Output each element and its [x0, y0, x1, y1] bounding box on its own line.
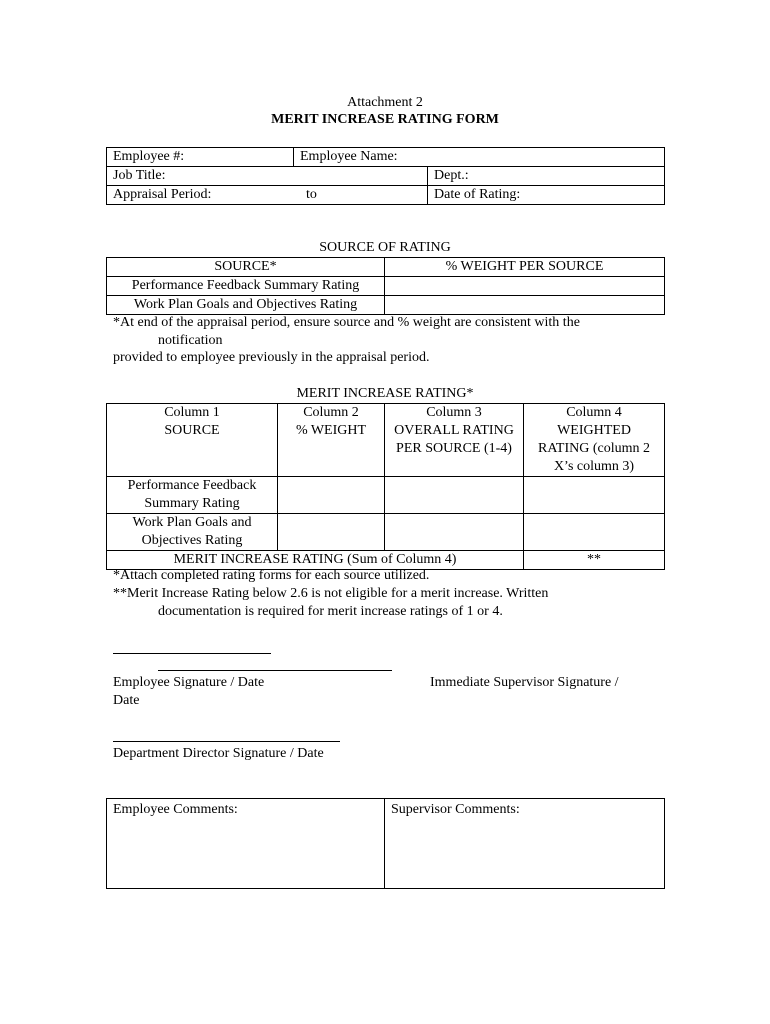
- attachment-label: Attachment 2: [347, 95, 423, 110]
- merit-total-value[interactable]: **: [524, 551, 665, 570]
- employee-comments-box[interactable]: Employee Comments:: [107, 799, 385, 889]
- column-1-header: Column 1: [107, 404, 278, 423]
- supervisor-signature-label: Immediate Supervisor Signature /: [430, 675, 619, 690]
- column-4-header: Column 4: [524, 404, 665, 423]
- source-note-line2: notification: [158, 333, 223, 348]
- comments-table: [106, 798, 665, 889]
- employee-info-table: [106, 147, 665, 205]
- employee-signature-line[interactable]: [113, 653, 271, 654]
- merit-weighted-rating-cell[interactable]: [524, 514, 665, 551]
- employee-signature-label: Employee Signature / Date: [113, 675, 265, 690]
- overall-rating-subheader: OVERALL RATING PER SOURCE (1-4): [385, 422, 524, 477]
- employee-name-field[interactable]: Employee Name:: [294, 148, 665, 167]
- source-weight-cell[interactable]: [385, 296, 665, 315]
- source-row-label: Work Plan Goals and Objectives Rating: [107, 296, 385, 315]
- merit-overall-rating-cell[interactable]: [385, 477, 524, 514]
- merit-increase-table: [106, 403, 665, 570]
- source-of-rating-title: SOURCE OF RATING: [319, 240, 451, 255]
- date-of-rating-field[interactable]: Date of Rating:: [428, 186, 665, 205]
- supervisor-comments-box[interactable]: Supervisor Comments:: [385, 799, 665, 889]
- appraisal-period-to: to: [306, 187, 317, 202]
- merit-weight-cell[interactable]: [278, 477, 385, 514]
- merit-note-1: *Attach completed rating forms for each source utilized.: [113, 568, 430, 583]
- merit-total-label: MERIT INCREASE RATING (Sum of Column 4): [107, 551, 524, 570]
- merit-weight-cell[interactable]: [278, 514, 385, 551]
- merit-row-source: Work Plan Goals and Objectives Rating: [107, 514, 278, 551]
- weighted-rating-subheader: WEIGHTED RATING (column 2 X’s column 3): [524, 422, 665, 477]
- dept-field[interactable]: Dept.:: [428, 167, 665, 186]
- source-column-header: SOURCE*: [107, 258, 385, 277]
- source-note-line3: provided to employee previously in the appraisal period.: [113, 350, 430, 365]
- weight-subheader: % WEIGHT: [278, 422, 385, 477]
- merit-overall-rating-cell[interactable]: [385, 514, 524, 551]
- appraisal-period-label: Appraisal Period:: [113, 187, 212, 202]
- employee-signature-date-label: Date: [113, 693, 140, 708]
- merit-note-2-line1: **Merit Increase Rating below 2.6 is not eligible for a merit increase. Written: [113, 586, 549, 601]
- job-title-field[interactable]: Job Title:: [107, 167, 428, 186]
- form-title: MERIT INCREASE RATING FORM: [271, 112, 499, 127]
- source-row-label: Performance Feedback Summary Rating: [107, 277, 385, 296]
- source-subheader: SOURCE: [107, 422, 278, 477]
- director-signature-label: Department Director Signature / Date: [113, 746, 324, 761]
- merit-row-source: Performance Feedback Summary Rating: [107, 477, 278, 514]
- supervisor-signature-line[interactable]: [158, 670, 392, 671]
- merit-weighted-rating-cell[interactable]: [524, 477, 665, 514]
- source-weight-cell[interactable]: [385, 277, 665, 296]
- merit-increase-title: MERIT INCREASE RATING*: [296, 386, 474, 401]
- director-signature-line[interactable]: [113, 741, 340, 742]
- merit-note-2-line2: documentation is required for merit increase ratings of 1 or 4.: [158, 604, 503, 619]
- appraisal-period-field[interactable]: [107, 186, 428, 205]
- source-note-line1: *At end of the appraisal period, ensure source and % weight are consistent with the: [113, 315, 580, 330]
- weight-column-header: % WEIGHT PER SOURCE: [385, 258, 665, 277]
- column-3-header: Column 3: [385, 404, 524, 423]
- source-of-rating-table: [106, 257, 665, 315]
- column-2-header: Column 2: [278, 404, 385, 423]
- employee-number-field[interactable]: Employee #:: [107, 148, 294, 167]
